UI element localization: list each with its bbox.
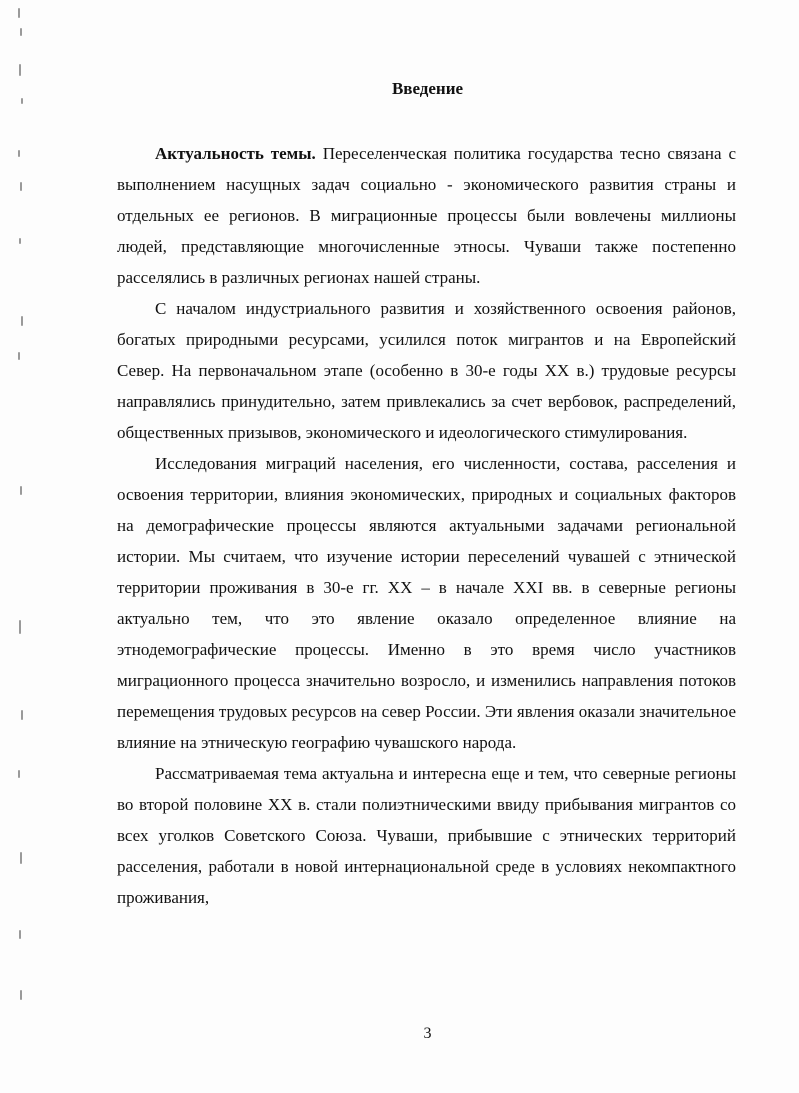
- body-text: [117, 138, 736, 913]
- scan-mark: [20, 990, 22, 1000]
- scan-edge-marks: [0, 0, 30, 1093]
- scan-mark: [20, 486, 22, 495]
- scan-mark: [21, 710, 23, 720]
- scan-mark: [19, 620, 21, 634]
- scan-mark: [20, 182, 22, 191]
- scan-mark: [20, 852, 22, 864]
- scan-mark: [18, 352, 20, 360]
- paragraph-text: С началом индустриального развития и хозяйственного освоения районов, богатых природными ресурсами, усилился поток мигрантов и на Европейский Север. На первоначальном этапе (особенно в 30-е годы XX в.) трудовые ресурсы направлялись принудительно, затем привлекались за счет вербовок, распределений, общественных призывов, экономического и идеологического стимулирования.: [117, 299, 736, 442]
- scan-mark: [19, 64, 21, 76]
- paragraph-relevance: [117, 138, 736, 293]
- scan-mark: [18, 150, 20, 157]
- paragraph-text: Рассматриваемая тема актуальна и интересна еще и тем, что северные регионы во второй половине XX в. стали полиэтническими ввиду прибывания мигрантов со всех уголков Советского Союза. Чуваши, прибывшие с этнических территорий расселения, работали в новой интернациональной среде в условиях некомпактного проживания,: [117, 764, 736, 907]
- paragraph-text: Исследования миграций населения, его численности, состава, расселения и освоения территории, влияния экономических, природных и социальных факторов на демографические процессы являются актуальными задачами региональной истории. Мы считаем, что изучение истории переселений чувашей с этнической территории проживания в 30-е гг. XX – в начале XXI вв. в северные регионы актуально тем, что это явление оказало определенное влияние на этнодемографические процессы. Именно в это время число участников миграционного процесса значительно возросло, и изменились направления потоков перемещения трудовых ресурсов на север России. Эти явления оказали значительное влияние на этническую географию чувашского народа.: [117, 454, 736, 752]
- scan-mark: [20, 28, 22, 36]
- scan-mark: [21, 98, 23, 104]
- paragraph-research: [117, 448, 736, 758]
- page-number: 3: [423, 1025, 432, 1042]
- paragraph-lead: Актуальность темы.: [155, 144, 316, 163]
- scan-mark: [18, 8, 20, 18]
- paragraph-topic: [117, 758, 736, 913]
- section-title: Введение: [391, 79, 464, 98]
- scan-mark: [18, 770, 20, 778]
- paragraph-industrial: [117, 293, 736, 448]
- scan-mark: [21, 316, 23, 326]
- scan-mark: [19, 238, 21, 244]
- paragraph-text: Переселенческая политика государства тесно связана с выполнением насущных задач социально - экономического развития страны и отдельных ее регионов. В миграционные процессы были вовлечены миллионы людей, представляющие многочисленные этносы. Чуваши также постепенно расселялись в различных регионах нашей страны.: [117, 144, 736, 287]
- scan-mark: [19, 930, 21, 939]
